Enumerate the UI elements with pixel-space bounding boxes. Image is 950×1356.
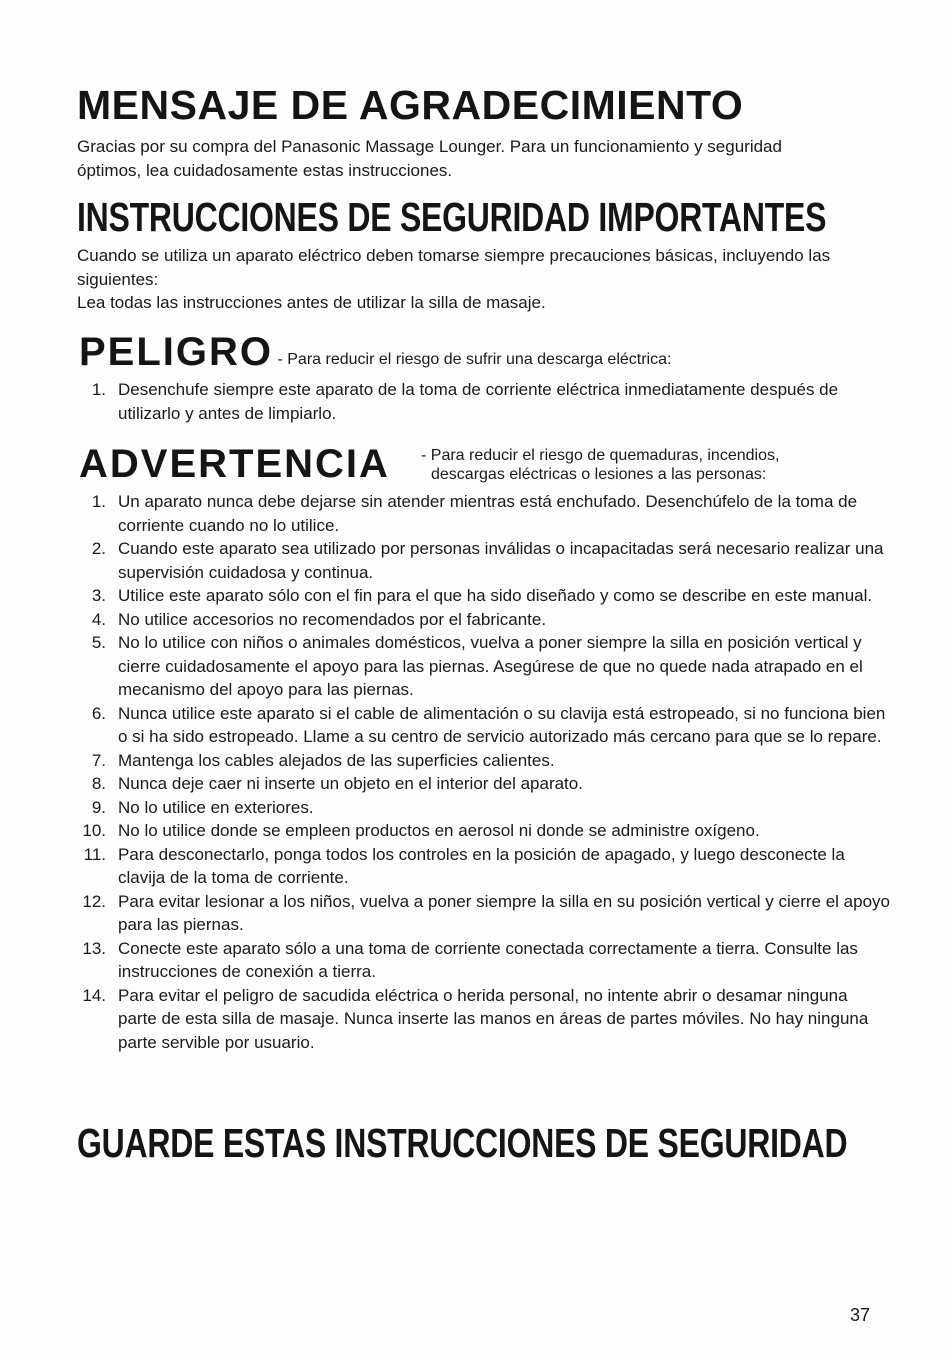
danger-heading-row xyxy=(79,330,671,374)
warning-list xyxy=(0,490,890,1054)
safety-intro-text: Cuando se utiliza un aparato eléctrico deben tomarse siempre precauciones básicas, incluyendo las siguientes: xyxy=(77,246,831,289)
list-item-text: Cuando este aparato sea utilizado por personas inválidas o incapacitadas será necesario realizar una supervisión cuidadosa y continua. xyxy=(118,539,884,582)
list-item-text: Nunca deje caer ni inserte un objeto en el interior del aparato. xyxy=(118,774,583,793)
page-number: 37 xyxy=(850,1305,871,1325)
list-item xyxy=(0,772,890,796)
list-item-text: Utilice este aparato sólo con el fin para el que ha sido diseñado y como se describe en este manual. xyxy=(118,586,873,605)
list-item xyxy=(0,584,890,608)
list-item-text: Conecte este aparato sólo a una toma de corriente conectada correctamente a tierra. Consulte las instrucciones de conexión a tierra. xyxy=(118,938,858,981)
save-instructions-heading: GUARDE ESTAS INSTRUCCIONES DE SEGURIDAD xyxy=(77,1120,848,1166)
list-item xyxy=(0,749,890,773)
warning-heading-row xyxy=(79,442,390,486)
list-item xyxy=(0,378,890,425)
list-item-number: 1. xyxy=(91,380,106,399)
list-item-number: 4. xyxy=(91,609,106,629)
list-item-text: Desenchufe siempre este aparato de la toma de corriente eléctrica inmediatamente después de utilizarlo y antes de limpiarlo. xyxy=(118,380,839,423)
list-item-number: 1. xyxy=(91,492,106,511)
list-item-number: 5. xyxy=(91,633,106,652)
list-item xyxy=(0,796,890,820)
danger-description: - Para reducir el riesgo de sufrir una descarga eléctrica: xyxy=(277,351,672,368)
list-item-text: Nunca utilice este aparato si el cable de alimentación o su clavija está estropeado, si no funciona bien o si ha sido estropeado. Llame a su centro de servicio autorizado más cercano para que se lo repare. xyxy=(118,703,886,746)
list-item-number: 10. xyxy=(82,821,106,840)
list-item-number: 6. xyxy=(91,703,106,723)
list-item-text: Para evitar el peligro de sacudida eléctrica o herida personal, no intente abrir o desamar ninguna parte de esta silla de masaje. Nunca inserte las manos en áreas de partes móviles. No hay ninguna parte servible por usuario. xyxy=(118,985,869,1052)
list-item-number: 9. xyxy=(91,797,106,817)
list-item-number: 7. xyxy=(91,750,106,770)
list-item-number: 12. xyxy=(82,891,106,911)
list-item-number: 8. xyxy=(91,774,106,793)
danger-list xyxy=(0,378,890,425)
list-item-text: Un aparato nunca debe dejarse sin atender mientras está enchufado. Desenchúfelo de la toma de corriente cuando no lo utilice. xyxy=(118,492,858,535)
list-item xyxy=(0,819,890,843)
list-item xyxy=(0,537,890,584)
list-item xyxy=(0,890,890,937)
list-item xyxy=(0,631,890,702)
list-item xyxy=(0,984,890,1055)
list-item-number: 3. xyxy=(91,586,106,605)
list-item xyxy=(0,937,890,984)
warning-signal-word: ADVERTENCIA xyxy=(79,442,390,486)
thanks-heading: MENSAJE DE AGRADECIMIENTO xyxy=(77,82,744,128)
list-item-text: No lo utilice en exteriores. xyxy=(118,797,314,817)
danger-signal-word: PELIGRO xyxy=(79,330,274,374)
list-item-number: 13. xyxy=(82,938,106,958)
list-item xyxy=(0,490,890,537)
list-item xyxy=(0,843,890,890)
warning-description-line-1: - Para reducir el riesgo de quemaduras, incendios, xyxy=(421,447,780,464)
warning-description xyxy=(421,446,779,484)
list-item-text: No lo utilice con niños o animales domésticos, vuelva a poner siempre la silla en posición vertical y cierre cuidadosamente el apoyo para las piernas. Asegúrese de que no quede nada atrapado en el mecanismo del apoyo para las piernas. xyxy=(118,633,863,699)
thanks-text: Gracias por su compra del Panasonic Massage Lounger. Para un funcionamiento y seguridad óptimos, lea cuidadosamente estas instrucciones. xyxy=(77,137,782,180)
list-item-text: Mantenga los cables alejados de las superficies calientes. xyxy=(118,750,555,770)
list-item-text: No lo utilice donde se empleen productos en aerosol ni donde se administre oxígeno. xyxy=(118,821,760,840)
list-item-number: 14. xyxy=(82,985,106,1005)
list-item-number: 2. xyxy=(91,539,106,558)
list-item-text: No utilice accesorios no recomendados por el fabricante. xyxy=(118,609,547,629)
list-item-text: Para evitar lesionar a los niños, vuelva a poner siempre la silla en su posición vertical y cierre el apoyo para las piernas. xyxy=(118,891,890,934)
safety-heading: INSTRUCCIONES DE SEGURIDAD IMPORTANTES xyxy=(77,194,827,240)
list-item xyxy=(0,608,890,632)
list-item-number: 11. xyxy=(83,844,106,864)
list-item-text: Para desconectarlo, ponga todos los controles en la posición de apagado, y luego desconecte la clavija de la toma de corriente. xyxy=(118,844,845,887)
safety-read-all-text: Lea todas las instrucciones antes de utilizar la silla de masaje. xyxy=(77,293,546,312)
list-item xyxy=(0,702,890,749)
warning-description-line-2: descargas eléctricas o lesiones a las personas: xyxy=(431,466,767,483)
